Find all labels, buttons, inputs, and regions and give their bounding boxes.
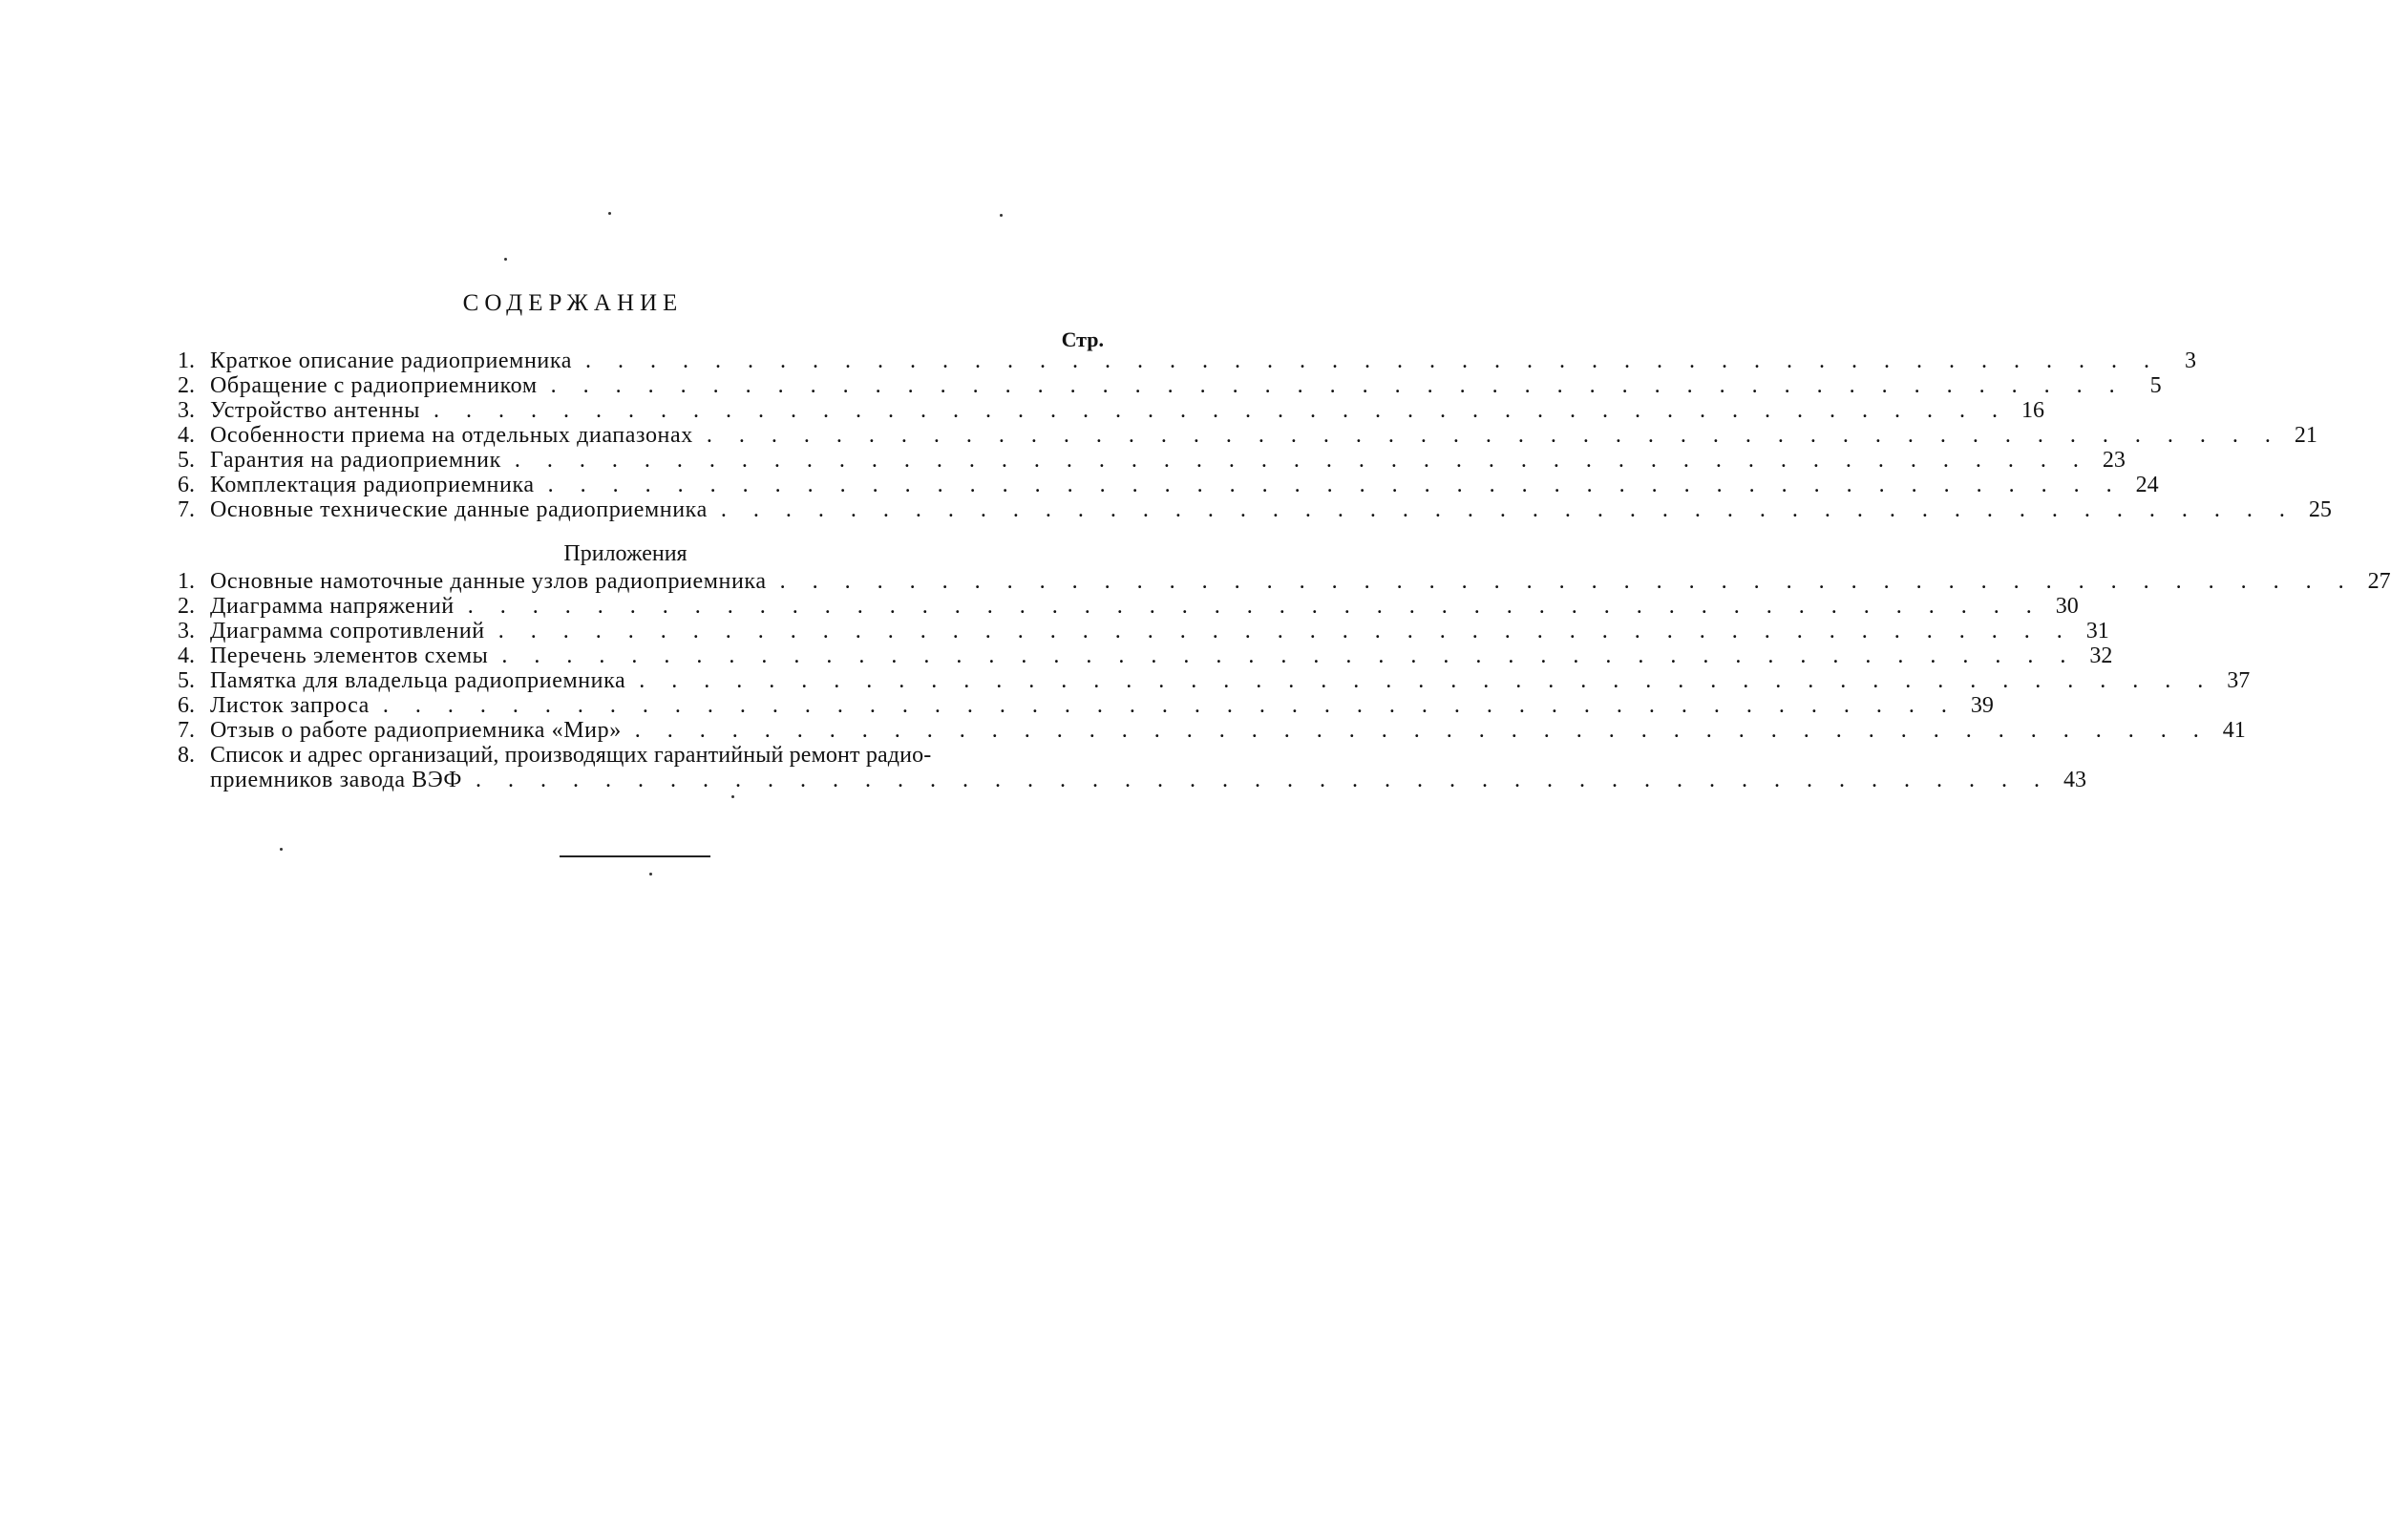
appendix-entry[interactable] — [178, 718, 2246, 743]
entry-page: 3 — [2185, 348, 2197, 373]
scan-speck — [504, 258, 507, 261]
entry-page: 30 — [2055, 594, 2079, 619]
entry-title: Листок запроса — [210, 693, 370, 718]
entry-number: 5. — [178, 668, 195, 693]
appendix-entry[interactable] — [178, 569, 2391, 594]
entry-number: 7. — [178, 718, 195, 743]
toc-entry[interactable] — [178, 373, 2162, 398]
entry-number: 1. — [178, 569, 195, 594]
entry-page: 27 — [2367, 569, 2391, 594]
entry-page: 16 — [2021, 398, 2044, 423]
toc-entry[interactable] — [178, 497, 2332, 522]
appendix-entry[interactable] — [178, 743, 1104, 768]
entry-number: 1. — [178, 348, 195, 373]
dot-leader: . . . . . . . . . . . . . . . . . . . . . . . . . . . . . . . . . . . . . . . . . . . . . . . . . — [720, 497, 2296, 522]
dot-leader: . . . . . . . . . . . . . . . . . . . . . . . . . . . . . . . . . . . . . . . . . . . . . . . . . — [779, 569, 2355, 594]
entry-number: 3. — [178, 619, 195, 643]
entry-number: 4. — [178, 643, 195, 668]
dot-leader: . . . . . . . . . . . . . . . . . . . . . . . . . . . . . . . . . . . . . . . . . . . . . . . . . — [382, 693, 1957, 718]
appendix-list — [178, 569, 2391, 792]
toc-entry[interactable] — [178, 448, 2126, 473]
dot-leader: . . . . . . . . . . . . . . . . . . . . . . . . . . . . . . . . . . . . . . . . . . . . . . . . . — [476, 768, 2050, 792]
entry-number: 6. — [178, 473, 195, 497]
dot-leader: . . . . . . . . . . . . . . . . . . . . . . . . . . . . . . . . . . . . . . . . . . . . . . . . . — [706, 423, 2281, 448]
scan-speck — [608, 212, 611, 215]
toc-entry[interactable] — [178, 348, 2197, 373]
entry-title: Диаграмма сопротивлений — [210, 619, 485, 643]
entry-title: Основные намоточные данные узлов радиоприемника — [210, 569, 767, 594]
dot-leader: . . . . . . . . . . . . . . . . . . . . . . . . . . . . . . . . . . . . . . . . . . . . . . . . . — [433, 398, 2008, 423]
entry-number: 5. — [178, 448, 195, 473]
entry-title: Особенности приема на отдельных диапазонах — [210, 423, 693, 448]
appendix-entry-continuation[interactable] — [178, 768, 2086, 792]
appendix-entry[interactable] — [178, 693, 1994, 718]
entry-page: 39 — [1970, 693, 1994, 718]
entry-page: 37 — [2227, 668, 2251, 693]
entry-number: 3. — [178, 398, 195, 423]
appendix-entry[interactable] — [178, 668, 2251, 693]
entry-title: Устройство антенны — [210, 398, 420, 423]
entry-number: 2. — [178, 594, 195, 619]
scan-speck — [649, 873, 652, 875]
entry-title: Перечень элементов схемы — [210, 643, 489, 668]
entry-number: 4. — [178, 423, 195, 448]
toc-entry[interactable] — [178, 423, 2317, 448]
entry-page: 24 — [2135, 473, 2159, 497]
entry-page: 32 — [2089, 643, 2113, 668]
dot-leader: . . . . . . . . . . . . . . . . . . . . . . . . . . . . . . . . . . . . . . . . . . . . . . . . . — [501, 643, 2077, 668]
appendix-entry[interactable] — [178, 619, 2109, 643]
appendix-entry[interactable] — [178, 643, 2113, 668]
entry-page: 23 — [2102, 448, 2126, 473]
entry-page: 25 — [2308, 497, 2332, 522]
appendix-entry[interactable] — [178, 594, 2079, 619]
entry-title: Гарантия на радиоприемник — [210, 448, 501, 473]
appendix-heading: Приложения — [563, 541, 688, 566]
entry-title: Комплектация радиоприемника — [210, 473, 535, 497]
entry-title: Памятка для владельца радиоприемника — [210, 668, 626, 693]
closing-rule — [560, 855, 710, 857]
entry-number: 7. — [178, 497, 195, 522]
entry-title: Обращение с радиоприемником — [210, 373, 538, 398]
toc-entry[interactable] — [178, 473, 2159, 497]
entry-title: Диаграмма напряжений — [210, 594, 455, 619]
page-column-header: Стр. — [1061, 327, 1104, 351]
dot-leader: . . . . . . . . . . . . . . . . . . . . . . . . . . . . . . . . . . . . . . . . . . . . . . . . . — [639, 668, 2214, 693]
scan-speck — [1000, 214, 1003, 217]
entry-page: 41 — [2222, 718, 2246, 743]
toc-entry[interactable] — [178, 398, 2044, 423]
scan-speck — [731, 795, 734, 798]
entry-page: 21 — [2294, 423, 2317, 448]
entry-number: 6. — [178, 693, 195, 718]
entry-page: 31 — [2085, 619, 2109, 643]
dot-leader: . . . . . . . . . . . . . . . . . . . . . . . . . . . . . . . . . . . . . . . . . . . . . . . . . — [634, 718, 2210, 743]
dot-leader: . . . . . . . . . . . . . . . . . . . . . . . . . . . . . . . . . . . . . . . . . . . . . . . . . — [547, 473, 2123, 497]
contents-list — [178, 348, 2332, 522]
dot-leader: . . . . . . . . . . . . . . . . . . . . . . . . . . . . . . . . . . . . . . . . . . . . . . . . . — [467, 594, 2042, 619]
dot-leader: . . . . . . . . . . . . . . . . . . . . . . . . . . . . . . . . . . . . . . . . . . . . . . . . . — [585, 348, 2161, 373]
page-title: СОДЕРЖАНИЕ — [462, 290, 684, 316]
dot-leader: . . . . . . . . . . . . . . . . . . . . . . . . . . . . . . . . . . . . . . . . . . . . . . . . . — [550, 373, 2126, 398]
entry-number: 8. — [178, 743, 195, 768]
entry-title: Отзыв о работе радиоприемника «Мир» — [210, 718, 622, 743]
dot-leader: . . . . . . . . . . . . . . . . . . . . . . . . . . . . . . . . . . . . . . . . . . . . . . . . . — [497, 619, 2073, 643]
entry-title: Список и адрес организаций, производящих гарантийный ремонт радио- — [210, 743, 932, 768]
entry-page: 43 — [2063, 768, 2086, 792]
entry-page: 5 — [2149, 373, 2162, 398]
scan-speck — [280, 848, 283, 851]
entry-number: 2. — [178, 373, 195, 398]
entry-title-continued: приемников завода ВЭФ — [210, 768, 462, 792]
entry-title: Основные технические данные радиоприемника — [210, 497, 708, 522]
entry-title: Краткое описание радиоприемника — [210, 348, 573, 373]
dot-leader: . . . . . . . . . . . . . . . . . . . . . . . . . . . . . . . . . . . . . . . . . . . . . . . . . — [514, 448, 2089, 473]
